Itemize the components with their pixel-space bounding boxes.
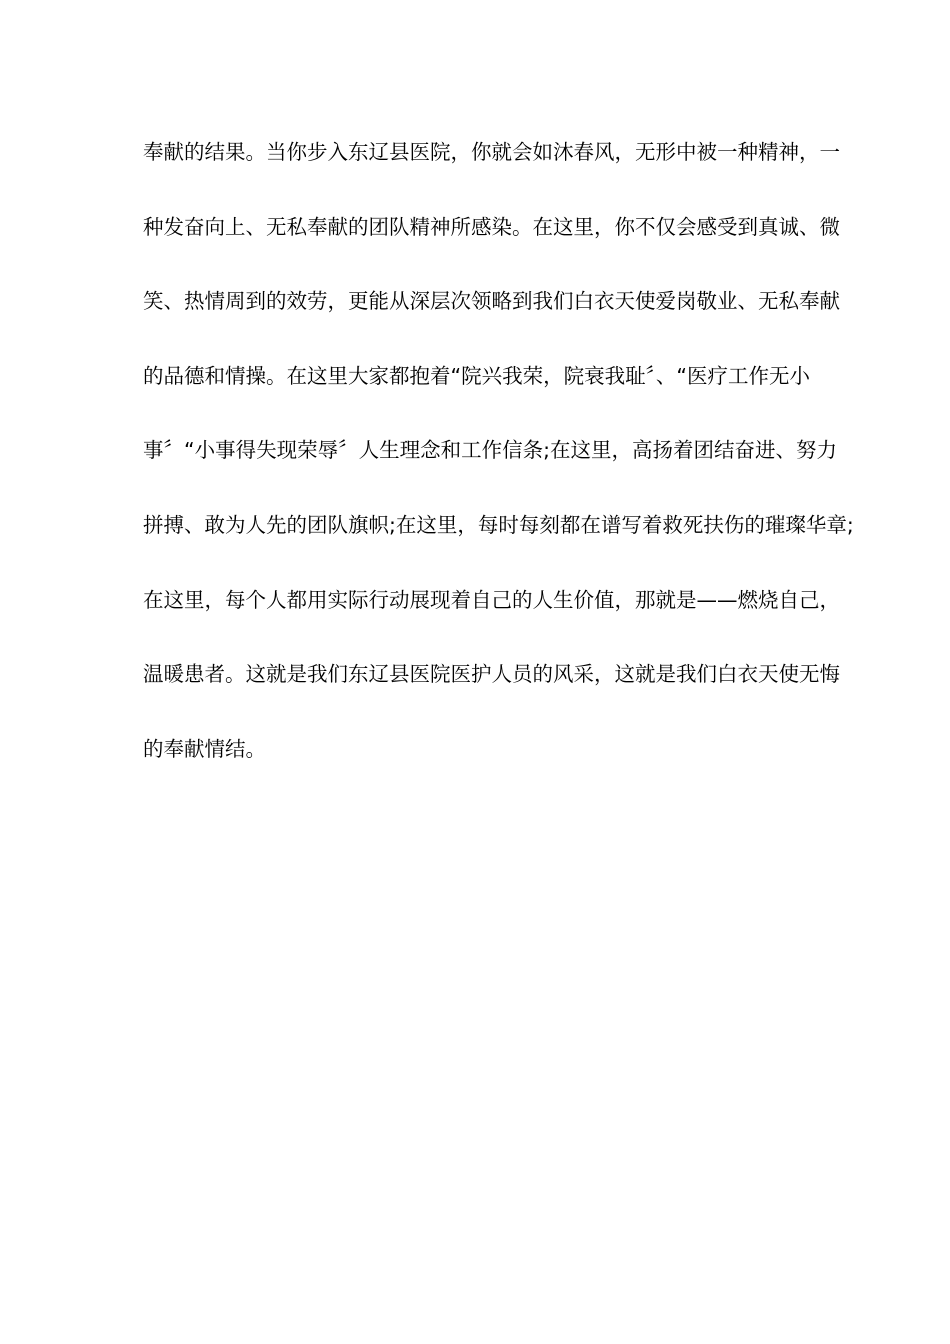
text-line: 种发奋向上、无私奉献的团队精神所感染。在这里，你不仅会感受到真诚、微 [143,214,840,239]
text-line: 拼搏、敢为人先的团队旗帜;在这里，每时每刻都在谱写着救死扶伤的璀璨华章; [143,512,854,537]
text-line: 奉献的结果。当你步入东辽县医院，你就会如沐春风，无形中被一种精神，一 [143,140,840,164]
text-line: 事〞“小事得失现荣辱〞人生理念和工作信条;在这里，高扬着团结奋进、努力 [143,438,838,463]
text-line: 笑、热情周到的效劳，更能从深层次领略到我们白衣天使爱岗敬业、无私奉献 [143,289,840,314]
text-line: 的奉献情结。 [143,736,266,761]
text-line: 的品德和情操。在这里大家都抱着“院兴我荣，院衰我耻〞、“医疗工作无小 [143,363,810,388]
body-paragraph [143,130,854,801]
text-line: 温暖患者。这就是我们东辽县医院医护人员的风采，这就是我们白衣天使无悔 [143,662,840,687]
text-line: 在这里，每个人都用实际行动展现着自己的人生价值，那就是——燃烧自己， [143,587,840,612]
